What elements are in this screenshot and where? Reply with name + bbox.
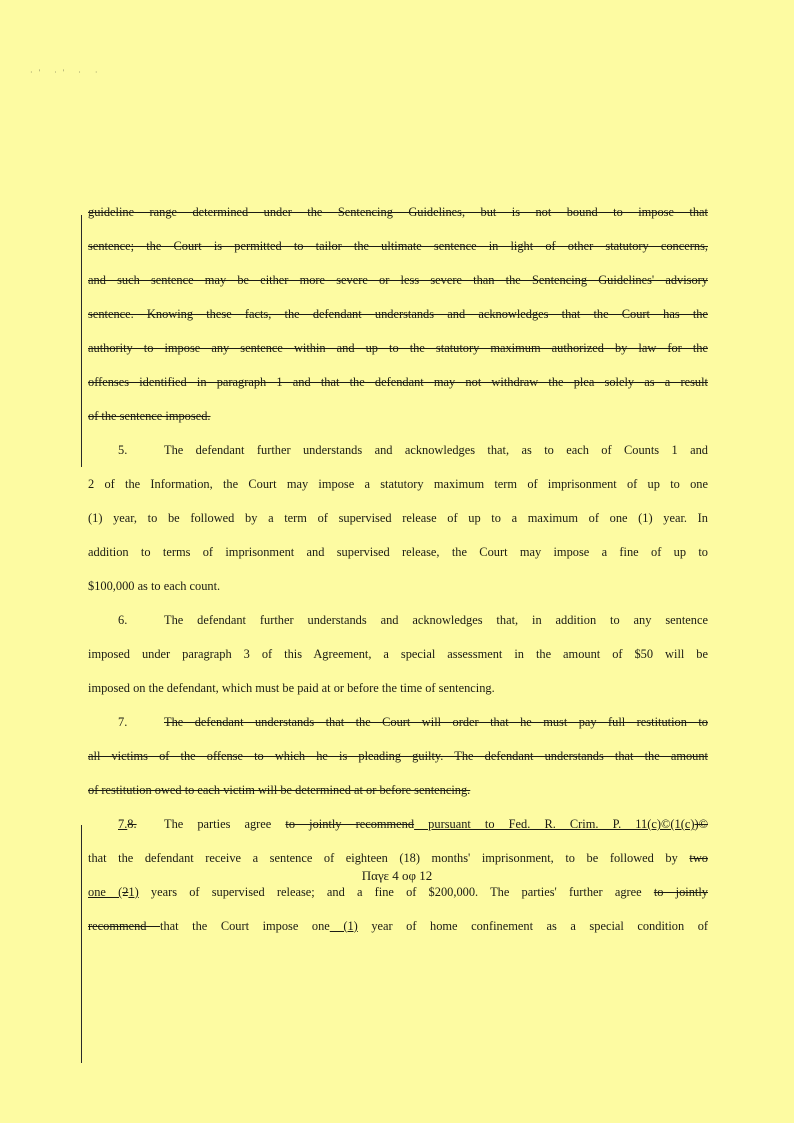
paragraph-text: imposed under paragraph 3 of this Agreement, a special assessment in the amount of $50 will be — [88, 647, 708, 661]
paragraph-text: The defendant understands that the Court will order that he must pay full restitution to — [164, 715, 708, 729]
inserted-text: pursuant to Fed. R. Crim. P. 11(c)©(1(c) — [414, 817, 695, 831]
paragraph-text: $100,000 as to each count. — [88, 579, 221, 593]
inserted-text: 1) — [128, 885, 139, 899]
paragraph-5 — [88, 433, 708, 603]
deleted-paragraph — [88, 195, 708, 433]
paragraph-text: imposed on the defendant, which must be paid at or before the time of sentencing. — [88, 681, 495, 695]
deleted-line: guideline range determined under the Sentencing Guidelines, but is not bound to impose that — [88, 205, 708, 219]
paragraph-text: The parties agree — [164, 817, 286, 831]
paragraph-number: 5. — [118, 443, 128, 457]
deleted-text: recommend — [88, 919, 161, 933]
paragraph-text: (1) year, to be followed by a term of supervised release of up to a maximum of one (1) year. In — [88, 511, 708, 525]
deleted-text: two — [689, 851, 708, 865]
paragraph-text: year of home confinement as a special condition of — [357, 919, 709, 933]
deleted-line: of the sentence imposed. — [88, 409, 211, 423]
deleted-text: )© — [694, 817, 708, 831]
paragraph-text: that the defendant receive a sentence of eighteen (18) months' imprisonment, to be followed by — [88, 851, 690, 865]
paragraph-text: 2 of the Information, the Court may impose a statutory maximum term of imprisonment of up to one — [88, 477, 708, 491]
paragraph-number: 6. — [118, 613, 128, 627]
paragraph-text: years of supervised release; and a fine of $200,000. The parties' further agree — [138, 885, 654, 899]
revision-bar — [81, 825, 82, 1063]
paragraph-text: addition to terms of imprisonment and supervised release, the Court may impose a fine of up to — [88, 545, 708, 559]
paragraph-text: all victims of the offense to which he is pleading guilty. The defendant understands that the amount — [88, 749, 708, 763]
scan-specks: ·' ·' · · — [30, 68, 104, 77]
paragraph-text: The defendant further understands and acknowledges that, in addition to any sentence — [164, 613, 708, 627]
page-number-footer: Παγε 4 οφ 12 — [361, 868, 433, 883]
deleted-text: to jointly — [653, 885, 708, 899]
deleted-line: and such sentence may be either more severe or less severe than the Sentencing Guidelines' advisory — [88, 273, 708, 287]
deleted-line: sentence; the Court is permitted to tailor the ultimate sentence in light of other statutory concerns, — [88, 239, 708, 253]
deleted-line: offenses identified in paragraph 1 and that the defendant may not withdraw the plea solely as a result — [88, 375, 708, 389]
inserted-number: 7. — [118, 817, 128, 831]
paragraph-number: 7. — [118, 715, 128, 729]
deleted-line: authority to impose any sentence within and up to the statutory maximum authorized by law for the — [88, 341, 708, 355]
inserted-text: (1) — [329, 919, 358, 933]
deleted-text: 2 — [122, 885, 129, 899]
deleted-text: to jointly recommend — [285, 817, 415, 831]
paragraph-text: The defendant further understands and acknowledges that, as to each of Counts 1 and — [164, 443, 708, 457]
paragraph-text: of restitution owed to each victim will be determined at or before sentencing. — [88, 783, 471, 797]
paragraph-text: that the Court impose one — [160, 919, 330, 933]
paragraph-7-deleted — [88, 705, 708, 807]
deleted-line: sentence. Knowing these facts, the defendant understands and acknowledges that the Court has the — [88, 307, 708, 321]
deleted-number: 8. — [127, 817, 137, 831]
inserted-text: one ( — [88, 885, 123, 899]
paragraph-6 — [88, 603, 708, 705]
document-page — [88, 195, 708, 943]
revision-bar — [81, 215, 82, 467]
